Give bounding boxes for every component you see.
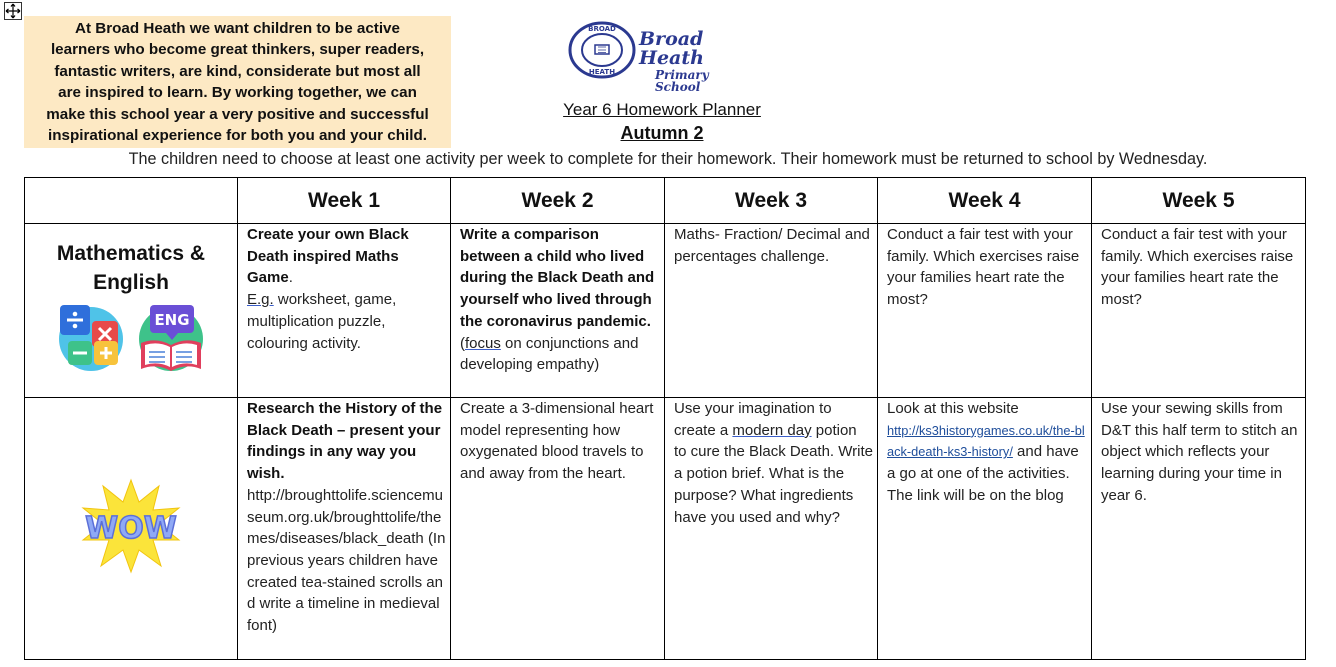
vision-line: inspirational experience for both you and your child. — [48, 127, 427, 145]
homework-table — [24, 177, 1306, 660]
vision-line: are inspired to learn. By working together, we can — [58, 84, 417, 102]
activity-cell — [665, 398, 878, 660]
subject-cell-maths-english — [25, 224, 238, 398]
english-book-icon — [136, 303, 206, 373]
activity-punct: ( — [460, 334, 465, 352]
table-row — [25, 224, 1306, 398]
activity-cell — [878, 224, 1092, 398]
history-games-link[interactable]: http://ks3historygames.co.uk/the-black-death-ks3-history/ — [887, 422, 1085, 460]
week-header: Week 1 — [238, 178, 451, 224]
activity-text: Use your sewing skills from D&T this half term to stitch an object which reflects your learning during your time in year 6. — [1101, 400, 1298, 504]
activity-cell — [1092, 224, 1306, 398]
activity-punct: . — [288, 269, 293, 287]
wow-text: WOW — [85, 511, 177, 546]
move-table-handle-icon[interactable] — [4, 2, 22, 20]
activity-text: and have a go at one of the activities. The link will be on the blog — [887, 443, 1079, 504]
activity-title: Create your own Black Death inspired Maths Game — [247, 226, 409, 287]
activity-title: Write a comparison between a child who lived during the Black Death and yourself who lived through the coronavirus pandemic. — [460, 226, 655, 330]
week-header: Week 3 — [665, 178, 878, 224]
activity-cell — [878, 398, 1092, 660]
instructions-text: The children need to choose at least one activity per week to complete for their homework. Their homework must be returned to school by Wednesday. — [128, 150, 1208, 168]
logo-name: Broad Heath — [639, 28, 704, 69]
activity-text: Use your imagination to create a — [674, 400, 832, 439]
page-title: Year 6 Homework Planner — [563, 100, 761, 119]
activity-text: http://broughttolife.sciencemuseum.org.uk/broughttolife/themes/diseases/black_death (In previous years children have created tea-stained scrolls and write a timeline in medieval font) — [247, 486, 446, 635]
subject-label: Mathematics & — [56, 242, 206, 265]
week-header: Week 4 — [878, 178, 1092, 224]
school-vision-box — [24, 16, 451, 148]
vision-line: fantastic writers, are kind, considerate but most all — [54, 62, 421, 80]
subject-cell-wow — [25, 398, 238, 660]
activity-cell — [451, 224, 665, 398]
vision-line: make this school year a very positive and successful — [46, 105, 429, 123]
school-logo — [567, 20, 757, 94]
activity-text: on conjunctions and developing empathy) — [460, 334, 639, 374]
activity-text: Conduct a fair test with your family. Which exercises raise your families heart rate the most? — [1101, 226, 1294, 309]
page-subtitle: Autumn 2 — [620, 123, 704, 143]
school-seal-icon — [567, 20, 637, 80]
activity-text: Maths- Fraction/ Decimal and percentages challenge. — [674, 226, 870, 265]
activity-cell — [451, 398, 665, 660]
logo-subname: Primary School — [655, 68, 709, 94]
activity-text: worksheet, game, multiplication puzzle, colouring activity. — [247, 291, 397, 352]
corner-cell — [25, 178, 238, 224]
seal-top-text: BROAD — [588, 25, 616, 33]
activity-cell — [1092, 398, 1306, 660]
activity-text: Create a 3-dimensional heart model representing how oxygenated blood travels to and away from the heart. — [460, 400, 654, 483]
wow-burst-icon — [81, 478, 181, 574]
modern-day-text: modern day — [732, 421, 812, 439]
activity-cell — [238, 398, 451, 660]
maths-icon — [56, 303, 126, 373]
week-header: Week 5 — [1092, 178, 1306, 224]
vision-line: learners who become great thinkers, super readers, — [50, 41, 425, 59]
activity-title: Research the History of the Black Death – present your findings in any way you wish. — [247, 400, 443, 483]
activity-cell — [238, 224, 451, 398]
vision-line: At Broad Heath we want children to be active — [75, 20, 400, 37]
activity-cell — [665, 224, 878, 398]
eng-badge: ENG — [154, 311, 190, 329]
subject-label: English — [93, 271, 169, 294]
seal-bottom-text: HEATH — [588, 68, 616, 76]
week-header: Week 2 — [451, 178, 665, 224]
table-row — [25, 398, 1306, 660]
activity-text: Conduct a fair test with your family. Which exercises raise your families heart rate the most? — [887, 226, 1080, 309]
eg-text: E.g. — [247, 291, 274, 309]
focus-word: focus — [465, 334, 501, 352]
activity-text: potion to cure the Black Death. Write a potion brief. What is the purpose? What ingredients have you used and why? — [674, 421, 873, 526]
header-row — [25, 178, 1306, 224]
activity-text: Look at this website — [887, 400, 1019, 417]
